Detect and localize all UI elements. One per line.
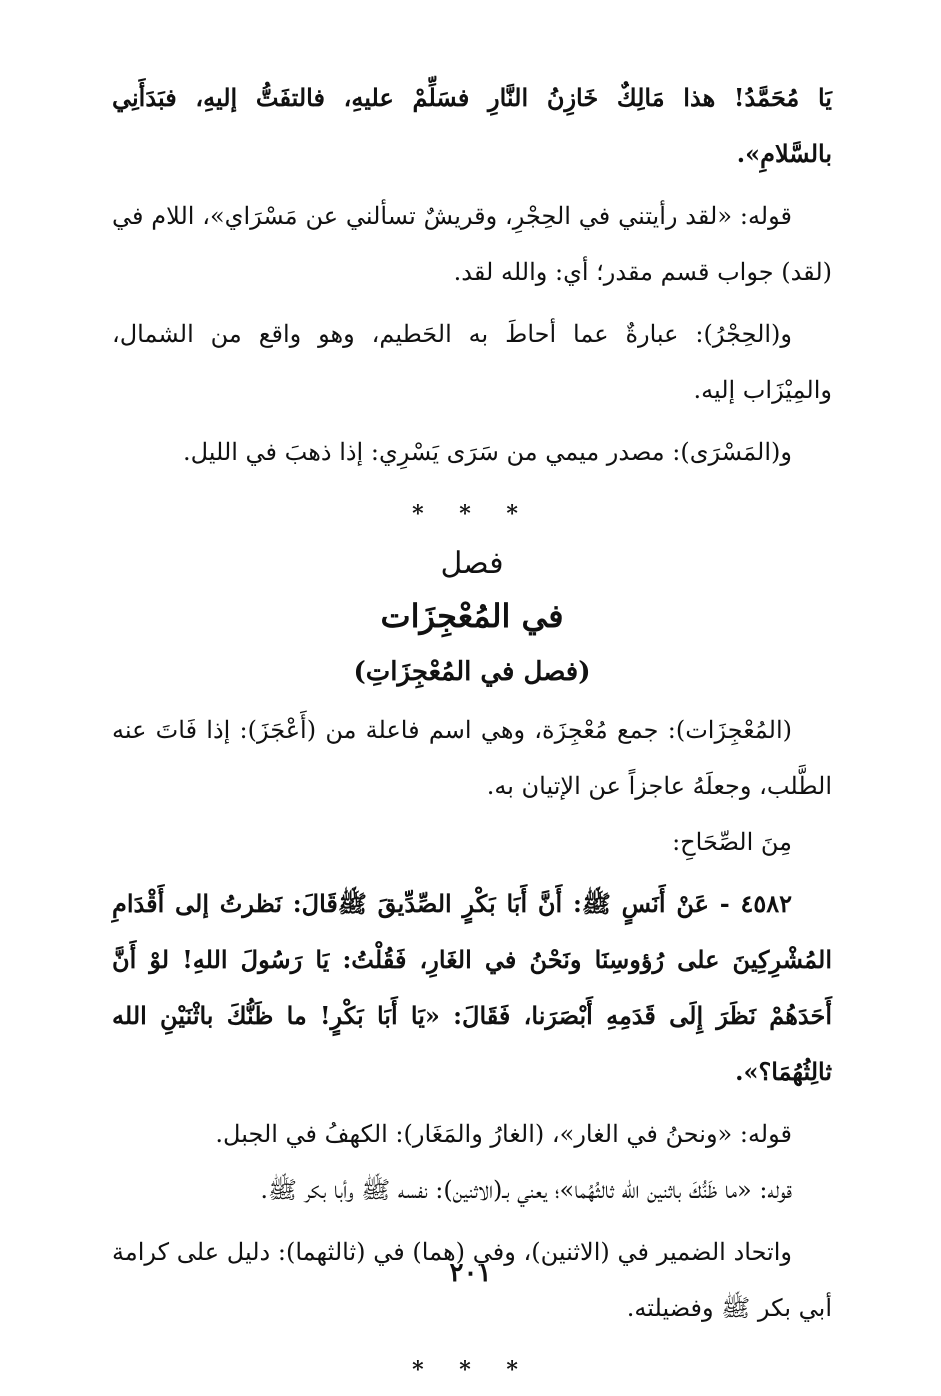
- paragraph-hadith-continuation: يَا مُحَمَّدُ! هذا مَالِكٌ خَازِنُ النَّارِ فسَلِّمْ عليهِ، فالتفَتُّ إليهِ، فبَدَأَنِي بالسَّلامِ».: [112, 83, 832, 168]
- section-label-fasl: فصل: [440, 546, 504, 581]
- section-divider-stars-end: * * *: [412, 1357, 532, 1383]
- paragraph-min-alsihah: مِنَ الصِّحَاحِ:: [672, 828, 792, 856]
- chapter-subtitle: (فصل في المُعْجِزَاتِ): [353, 657, 591, 687]
- section-divider-stars: * * *: [412, 501, 532, 527]
- paragraph-definition-mujizat: (المُعْجِزَات): جمع مُعْجِزَة، وهي اسم فاعلة من (أَعْجَزَ): إذا فَاتَ عنه الطَّلب، وجعلَهُ عاجزاً عن الإتيان به.: [112, 716, 832, 800]
- paragraph-hadith-4582: ٤٥٨٢ - عَنْ أَنَسٍ ﷺ: أَنَّ أَبَا بَكْرٍ الصِّدِّيقَ ﷺقَالَ: نَظرتُ إلى أَقْدَامِ المُشْرِكِينَ على رُؤوسِنَا ونَحْنُ في الغَارِ، فَقُلْتُ: يَا رَسُولَ اللهِ! لوْ أَنَّ أَحَدَهُمْ نَظَرَ إِلَى قَدَمِهِ أَبْصَرَنا، فَقَالَ: «يَا أَبَا بَكْرٍ! ما ظَنُّكَ باثْنَيْنِ الله ثالِثُهُمَا؟».: [112, 889, 832, 1086]
- paragraph-commentary-ithnayn: قوله: «ما ظَنُّكَ باثنين الله ثالثُهُما»؛ يعني بـ(الاثنين): نفسه ﷺ وأبا بكر ﷺ.: [260, 1176, 792, 1204]
- paragraph-commentary-hijr: و(الحِجْرُ): عبارةٌ عما أحاطَ به الحَطيم، وهو واقع من الشمال، والمِيْزَاب إليه.: [112, 320, 832, 404]
- page-body: [112, 70, 832, 1396]
- paragraph-commentary-damir: واتحاد الضمير في (الاثنين)، وفي (هما) في (ثالثهما): دليل على كرامة أبي بكر ﷺ وفضيلته.: [112, 1238, 832, 1322]
- paragraph-commentary-ghar: قوله: «ونحنُ في الغار»، (الغارُ والمَغَار): الكهفُ في الجبل.: [215, 1120, 792, 1148]
- chapter-title: في المُعْجِزَات: [380, 597, 564, 635]
- paragraph-commentary-masra: و(المَسْرَى): مصدر ميمي من سَرَى يَسْرِي: إذا ذهبَ في الليل.: [182, 438, 792, 466]
- paragraph-commentary-hijr-question: قوله: «لقد رأيتني في الحِجْرِ، وقريشٌ تسألني عن مَسْرَاي»، اللام في (لقد) جواب قسم مقدر؛ أي: والله لقد.: [112, 202, 832, 286]
- page-number: ٢٠١: [449, 1258, 492, 1288]
